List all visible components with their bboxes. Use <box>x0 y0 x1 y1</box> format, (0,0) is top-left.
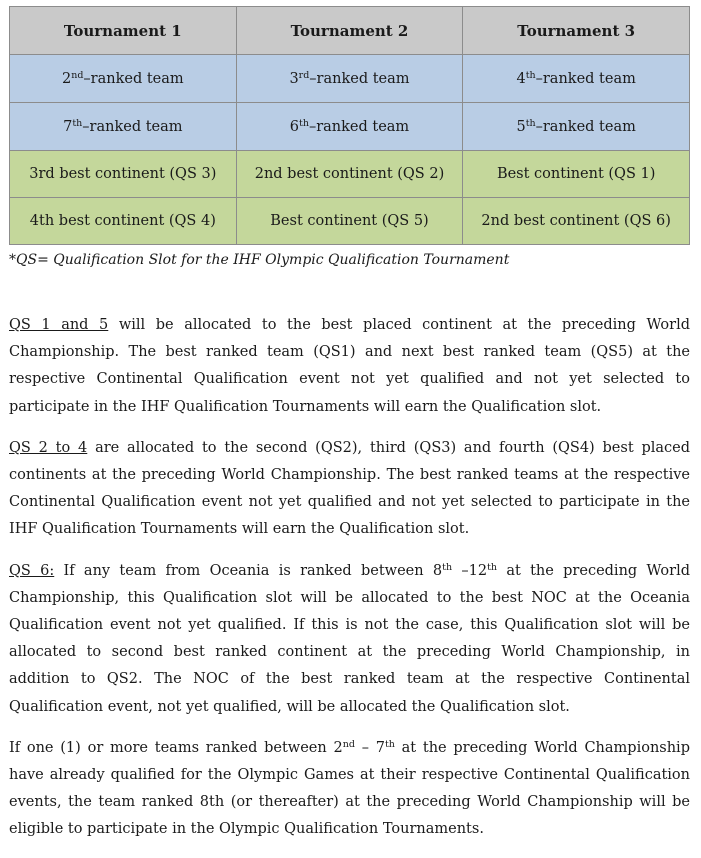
table-cell: Best continent (QS 1) <box>463 151 690 198</box>
header-tournament-3: Tournament 3 <box>463 7 690 55</box>
cell-rank-suffix: th <box>299 117 309 129</box>
body-text <box>9 312 690 858</box>
cell-rank-number: 3 <box>289 70 299 87</box>
table-cell <box>10 55 237 103</box>
paragraph-eligibility <box>9 735 690 844</box>
paragraph-text: are allocated to the second (QS2), third (QS3) and fourth (QS4) best placed continents at the preceding World Championship. The best ranked teams at the respective Continental Qualification event not yet qualified and not yet selected to participate in the IHF Qualification Tournaments will earn the Qualification slot. <box>9 439 691 538</box>
cell-rank-suffix: th <box>525 117 536 129</box>
paragraph-lead: QS 1 and 5 <box>9 317 109 333</box>
header-tournament-1: Tournament 1 <box>10 7 237 55</box>
paragraph-qs1-qs5 <box>9 312 690 421</box>
table-header-row <box>10 7 690 55</box>
cell-rank-number: 2 <box>61 70 72 87</box>
ordinal-suffix: nd <box>342 738 355 750</box>
table-cell <box>10 103 237 151</box>
ordinal-suffix: th <box>487 561 498 573</box>
paragraph-qs2-qs4 <box>9 435 690 544</box>
cell-rank-text: –ranked team <box>308 118 410 135</box>
header-tournament-2: Tournament 2 <box>236 7 463 55</box>
cell-rank-suffix: nd <box>71 69 84 81</box>
table-cell <box>463 103 690 151</box>
paragraph-text: will be allocated to the best placed continent at the preceding World Championship. The best ranked team (QS1) and next best ranked team (QS5) at the respective Continental Qualification event not yet qualified and not yet selected to participate in the IHF Qualification Tournaments will earn the Qualification slot. <box>9 317 690 415</box>
cell-rank-suffix: th <box>525 69 536 81</box>
cell-rank-text: –ranked team <box>535 118 636 135</box>
table-cell: 2nd best continent (QS 6) <box>463 198 690 245</box>
cell-rank-number: 4 <box>516 70 526 87</box>
cell-rank-number: 6 <box>289 118 300 135</box>
ordinal-suffix: th <box>384 738 395 750</box>
table-cell <box>463 55 690 103</box>
paragraph-text: –12 <box>452 562 488 579</box>
paragraph-qs6 <box>9 558 690 721</box>
paragraph-text: If one (1) or more teams ranked between 2 <box>9 739 343 756</box>
cell-rank-number: 5 <box>516 118 526 135</box>
table-cell: 2nd best continent (QS 2) <box>236 151 463 198</box>
cell-rank-suffix: rd <box>298 69 310 81</box>
cell-rank-text: –ranked team <box>309 70 410 87</box>
table-row <box>10 103 690 151</box>
paragraph-text: – 7 <box>354 739 385 756</box>
table-cell: Best continent (QS 5) <box>236 198 463 245</box>
paragraph-lead: QS 2 to 4 <box>9 439 88 456</box>
paragraph-text: If any team from Oceania is ranked between 8 <box>54 562 443 579</box>
table-row <box>10 55 690 103</box>
paragraph-text: at the preceding World Championship have already qualified for the Olympic Games at their respective Continental Qualification events, the team ranked 8th (or thereafter) at the preceding World Championship will be eligible to participate in the Olympic Qualification Tournaments. <box>9 739 690 838</box>
table-row <box>10 198 690 245</box>
table-cell: 4th best continent (QS 4) <box>10 198 237 245</box>
cell-rank-suffix: th <box>72 117 83 129</box>
paragraph-lead: QS 6: <box>9 562 55 579</box>
cell-rank-text: –ranked team <box>83 70 184 87</box>
cell-rank-text: –ranked team <box>82 118 183 135</box>
qualification-slots-table <box>9 6 690 245</box>
table-cell <box>236 55 463 103</box>
cell-rank-text: –ranked team <box>535 70 636 87</box>
table-footnote: *QS= Qualification Slot for the IHF Olympic Qualification Tournament <box>9 252 510 268</box>
table-row <box>10 151 690 198</box>
table-cell: 3rd best continent (QS 3) <box>10 151 237 198</box>
cell-rank-number: 7 <box>63 118 73 135</box>
paragraph-text: at the preceding World Championship, this Qualification slot will be allocated to the best NOC at the Oceania Qualification event not yet qualified. If this is not the case, this Qualification slot will be allocated to second best ranked continent at the preceding World Championship, in addition to QS2. The NOC of the best ranked team at the respective Continental Qualification event, not yet qualified, will be allocated the Qualification slot. <box>9 562 690 715</box>
table-cell <box>236 103 463 151</box>
ordinal-suffix: th <box>442 561 453 573</box>
